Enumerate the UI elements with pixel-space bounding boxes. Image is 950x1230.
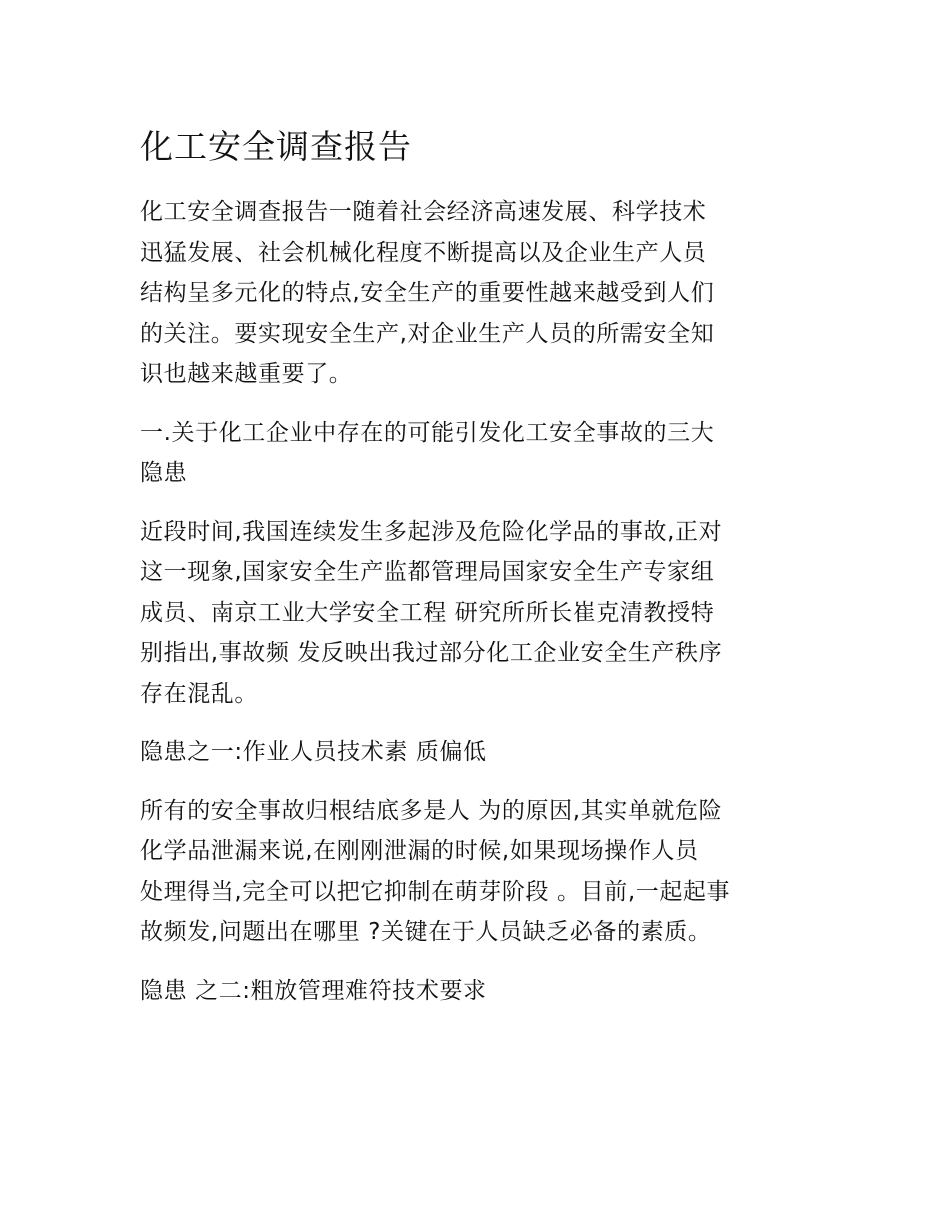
paragraph-hazard-1	[140, 791, 820, 953]
text-line: 隐患 之二:粗放管理难符技术要求	[140, 977, 487, 1004]
text-line: 隐患之一:作业人员技术素 质偏低	[140, 739, 487, 765]
text-line: 别指出,事故频 发反映出我过部分化工企业安全生产秩序	[140, 640, 723, 666]
text-line: 故频发,问题出在哪里 ?关键在于人员缺乏必备的素质。	[140, 919, 712, 945]
text-line: 近段时间,我国连续发生多起涉及危险化学品的事故,正对	[140, 518, 723, 545]
text-line: 存在混乱。	[140, 680, 258, 707]
subheading-hazard-1	[140, 732, 820, 773]
paragraph-intro	[140, 192, 820, 395]
text-line: 化工安全调查报告一随着社会经济高速发展、科学技术	[140, 199, 707, 225]
text-line: 所有的安全事故归根结底多是人 为的原因,其实单就危险	[140, 797, 723, 824]
subheading-hazard-2	[140, 971, 820, 1012]
text-line: 化学品泄漏来说,在刚刚泄漏的时候,如果现场操作人员	[140, 838, 699, 864]
text-line: 的关注。要实现安全生产,对企业生产人员的所需安全知	[140, 320, 715, 347]
text-line: 迅猛发展、社会机械化程度不断提高以及企业生产人员	[140, 239, 707, 266]
text-line: 处理得当,完全可以把它抑制在萌芽阶段 。目前,一起起事	[140, 878, 731, 905]
text-line: 识也越来越重要了。	[140, 361, 353, 387]
text-line: 结构呈多元化的特点,安全生产的重要性越来越受到人们	[140, 280, 715, 306]
text-line: 一.关于化工企业中存在的可能引发化工安全事故的三大	[140, 419, 715, 446]
text-line: 这一现象,国家安全生产监都管理局国家安全生产专家组	[140, 559, 715, 585]
document-title: 化工安全调查报告	[140, 127, 412, 166]
paragraph-background	[140, 512, 820, 715]
text-line: 成员、南京工业大学安全工程 研究所所长崔克清教授特	[140, 599, 715, 626]
document-page	[140, 124, 820, 1029]
text-line: 隐患	[140, 460, 188, 486]
section-heading-1	[140, 413, 820, 494]
